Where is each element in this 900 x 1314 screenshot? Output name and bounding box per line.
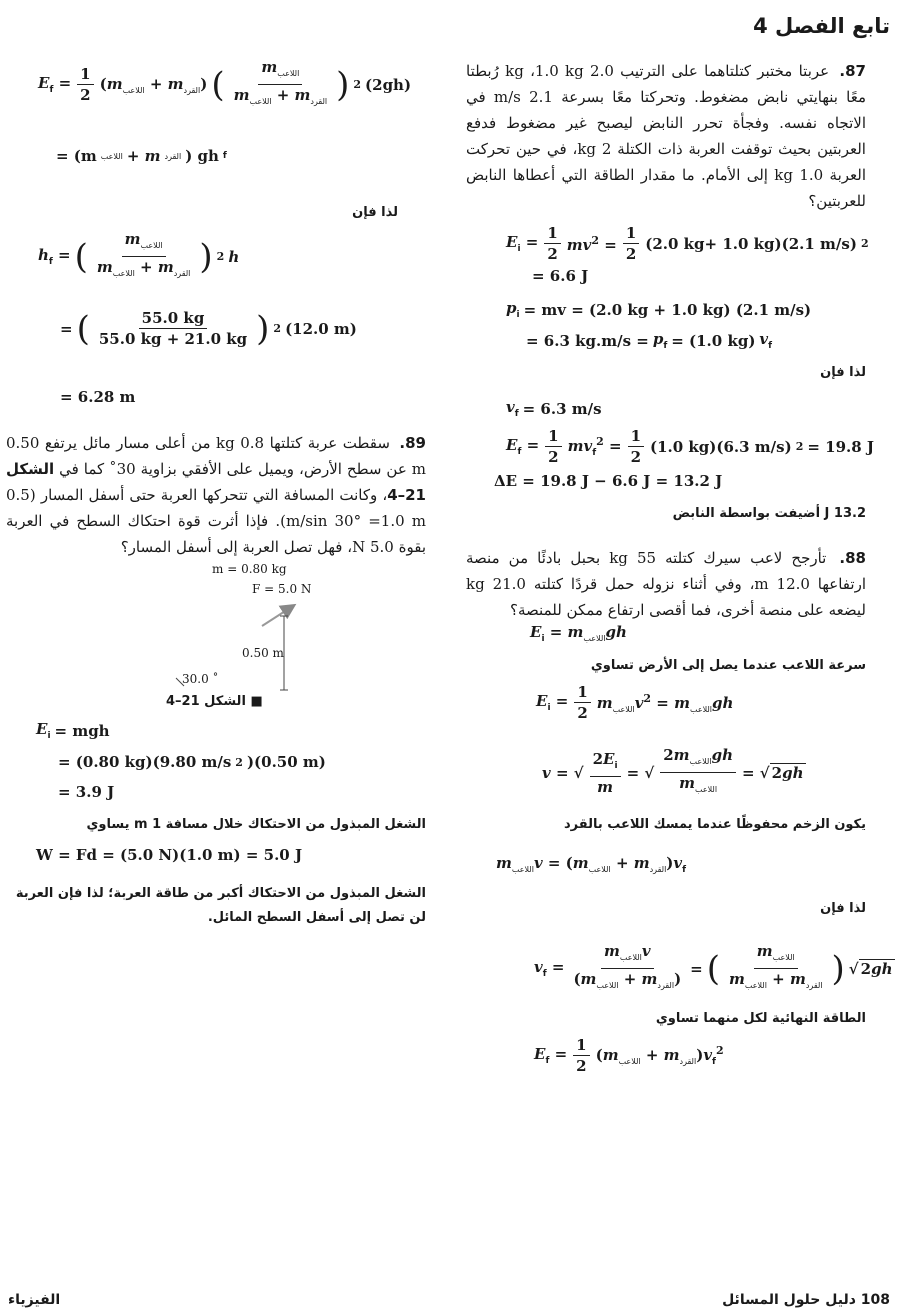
problem-number: 89. bbox=[399, 434, 426, 452]
equation-mgh: $E_i$ = mgh bbox=[36, 720, 110, 741]
problem-text: عربتا مختبر كتلتاهما على الترتيب 2.0 kg ،1.0 kg رُبطتا معًا بنهايتي نابض مضغوط. وتحركتا معًا بسرعة 2.1 m/s في الاتجاه نفسه. وفجأة تحرر النابض ليصبح غير مضغوط فدفع العربتين بحيث توقفت العربة ذات الكتلة 2 kg، في حين تحركت العربة 1.0 kg إلى الأمام. ما مقدار الطاقة التي أعطاها النابض للعربتين؟ bbox=[466, 62, 866, 210]
equation-ei: $E_i$ = $\frac{1}{2}$ $mv^2$ = $\frac{1}{2}$ (2.0 kg+ 1.0 kg)(2.1 m/s) 2 bbox=[506, 224, 869, 263]
equation-ef-top: $E_f$ = $\frac{1}{2}$ $(m_{اللاعب} + m_{القرد})$ ( $\frac{m_{اللاعب}}{m_{اللاعب} + m_{القرد}}$ ) 2 (2gh) bbox=[38, 58, 412, 106]
problem-number: 88. bbox=[839, 549, 866, 567]
equation-ei-result: = 6.6 J bbox=[532, 267, 589, 285]
equation-momentum: $m_{اللاعب}v = (m_{اللاعب} + m_{القرد})v_f$ bbox=[496, 854, 687, 875]
subject-label: الفيزياء bbox=[8, 1292, 61, 1308]
problem-88 bbox=[466, 545, 866, 623]
equation-delta-e: ΔE = 19.8 J − 6.6 J = 13.2 J bbox=[494, 472, 723, 490]
so-label: لذا فإن bbox=[820, 365, 866, 380]
conclusion-89: الشغل المبذول من الاحتكاك أكبر من طاقة العربة؛ لذا فإن العربة لن تصل إلى أسفل السطح المائل. bbox=[15, 886, 426, 925]
figure-caption: ■ الشكل 21–4 bbox=[166, 694, 263, 709]
note-speed: سرعة اللاعب عندما يصل إلى الأرض تساوي bbox=[590, 658, 866, 673]
problem-number: 87. bbox=[839, 62, 866, 80]
equation-ef: $E_f$ = $\frac{1}{2}$ $mv_f^2$ = $\frac{1}{2}$ (1.0 kg)(6.3 m/s) 2 = 19.8 J bbox=[506, 427, 875, 466]
note-momentum: يكون الزخم محفوظًا عندما يمسك اللاعب بالقرد bbox=[563, 817, 866, 832]
page-footer-label: 108 دليل حلول المسائل bbox=[722, 1292, 890, 1308]
problem-text: تأرجح لاعب سيرك كتلته 55 kg بحبل بادئًا من منصة ارتفاعها 12.0 m، وفي أثناء نزوله حمل قردًا كتلته 21.0 kg ليضعه على منصة أخرى، فما أقصى ارتفاع ممكن للمنصة؟ bbox=[466, 549, 866, 619]
equation-v-sqrt: v = √ $\frac{2E_i}{m}$ = √ $\frac{2m_{اللاعب}gh}{m_{اللاعب}}$ = √ 2gh bbox=[542, 746, 804, 796]
equation-ef-gh: = (m اللاعب + m القرد ) gh f bbox=[56, 147, 227, 165]
equation-ei-kinetic: $E_i$ = $\frac{1}{2}$ $m_{اللاعب}v^2 = m_{اللاعب}gh$ bbox=[536, 683, 734, 722]
equation-work: W = Fd = (5.0 N)(1.0 m) = 5.0 J bbox=[36, 846, 303, 864]
problem-87 bbox=[466, 58, 866, 214]
equation-hf: $h_f$ = ( $\frac{m_{اللاعب}}{m_{اللاعب} + m_{القرد}}$ ) 2 h bbox=[38, 230, 240, 278]
equation-mgh-result: = 3.9 J bbox=[58, 783, 115, 801]
equation-ef-88: $E_f$ = $\frac{1}{2}$ $(m_{اللاعب} + m_{القرد})v_f^2$ bbox=[534, 1036, 724, 1075]
equation-mgh-numeric: = (0.80 kg)(9.80 m/s 2 )(0.50 m) bbox=[58, 753, 326, 771]
equation-hf-result: = 6.28 m bbox=[60, 388, 136, 406]
note-final-energy: الطاقة النهائية لكل منهما تساوي bbox=[655, 1011, 866, 1026]
force-arrow bbox=[262, 606, 293, 626]
equation-vf-88: $v_f$ = $\frac{m_{اللاعب}v}{(m_{اللاعب} + m_{القرد})}$ = ( $\frac{m_{اللاعب}}{m_{اللاعب} + m_{القرد}}$ ) √ 2gh bbox=[534, 942, 893, 990]
chapter-title: تابع الفصل 4 bbox=[753, 14, 890, 38]
left-column bbox=[6, 58, 426, 930]
answer-87: 13.2 J أضيفت بواسطة النابض bbox=[672, 506, 866, 521]
equation-ei-mgh: $E_i = m_{اللاعب}gh$ bbox=[530, 623, 627, 644]
height-label: 0.50 m bbox=[242, 646, 284, 660]
angle-label: 30.0 ˚ bbox=[182, 672, 219, 686]
equation-pi: $p_i$ = mv = (2.0 kg + 1.0 kg) (2.1 m/s) bbox=[506, 299, 812, 320]
right-column bbox=[466, 58, 893, 1075]
equation-pf: = 6.3 kg.m/s = $p_f$ = (1.0 kg) $v_f$ bbox=[526, 330, 773, 351]
figure-reference: الشكل 21–4 bbox=[6, 460, 426, 504]
so-label-88: لذا فإن bbox=[820, 901, 866, 916]
caption-bullet-icon: ■ bbox=[250, 694, 263, 709]
problem-89: 89. سقطت عربة كتلتها 0.8 kg من أعلى مسار مائل يرتفع 0.50 m عن سطح الأرض، ويميل على الأفقي بزاوية 30˚ كما في الشكل 21–4، وكانت المسافة التي تتحركها العربة حتى أسفل المسار (0.5 m/sin 30° =1.0 m). فإذا أثرت قوة احتكاك السطح في العربة بقوة 5.0 N، فهل تصل العربة إلى أسفل المسار؟ bbox=[6, 434, 426, 556]
figure-21-4 bbox=[6, 560, 426, 710]
so-label-left: لذا فإن bbox=[352, 205, 398, 220]
equation-hf-numeric: = ( $\frac{55.0 kg}{55.0 kg + 21.0 kg}$ ) 2 (12.0 m) bbox=[60, 308, 357, 349]
equation-vf: $v_f$ = 6.3 m/s bbox=[506, 398, 602, 419]
force-label: F = 5.0 N bbox=[252, 582, 312, 596]
note-friction-work: الشغل المبذول من الاحتكاك خلال مسافة 1 m يساوي bbox=[86, 817, 426, 832]
mass-label: m = 0.80 kg bbox=[212, 562, 287, 576]
